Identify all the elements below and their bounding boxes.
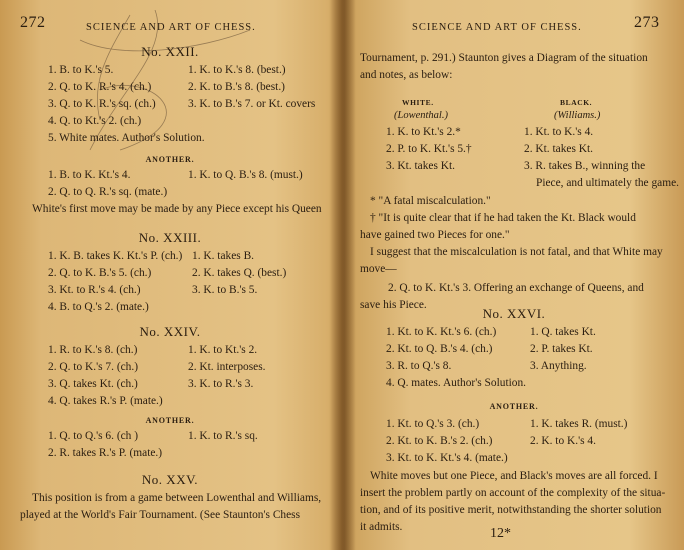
p22-alt-white-1: 1. B. to K. Kt.'s 4.	[48, 169, 131, 181]
p24-white-3: 3. Q. takes Kt. (ch.)	[48, 378, 138, 390]
page-number-left: 272	[20, 14, 46, 31]
p23-white-1: 1. K. B. takes K. Kt.'s P. (ch.)	[48, 250, 183, 262]
note-1: * "A fatal miscalculation."	[370, 195, 491, 207]
page-number-right: 273	[634, 14, 660, 31]
note-7: save his Piece.	[360, 299, 427, 311]
p26-black-3: 3. Anything.	[530, 360, 587, 372]
closing-line-3: tion, and of its positive merit, notwithstanding the shorter solution	[360, 504, 662, 516]
p23-black-1: 1. K. takes B.	[192, 250, 255, 262]
game-black-2: 2. Kt. takes Kt.	[524, 143, 593, 155]
p26-alt-black-1: 1. K. takes R. (must.)	[530, 418, 628, 430]
note-6: 2. Q. to K. Kt.'s 3. Offering an exchange of Queens, and	[388, 282, 644, 294]
p24-black-3: 3. K. to R.'s 3.	[188, 378, 254, 390]
p22-note: White's first move may be made by any Piece except his Queen	[32, 203, 322, 215]
p22-black-3: 3. K. to B.'s 7. or Kt. covers	[188, 98, 316, 110]
p22-white-4: 4. Q. to Kt.'s 2. (ch.)	[48, 115, 142, 127]
p24-white-2: 2. Q. to K.'s 7. (ch.)	[48, 361, 139, 373]
game-white-1: 1. K. to Kt.'s 2.*	[386, 126, 461, 138]
p22-alt-black-1: 1. K. to Q. B.'s 8. (must.)	[188, 169, 303, 181]
p23-white-4: 4. B. to Q.'s 2. (mate.)	[48, 301, 149, 313]
p24-alt-white-2: 2. R. takes R.'s P. (mate.)	[48, 447, 163, 459]
game-black-1: 1. Kt. to K.'s 4.	[524, 126, 594, 138]
problem-22-title: No. XXII.	[141, 44, 199, 59]
p22-white-3: 3. Q. to K. R.'s sq. (ch.)	[48, 98, 156, 110]
p26-white-1: 1. Kt. to K. Kt.'s 6. (ch.)	[386, 326, 497, 338]
intro-line-2: and notes, as below:	[360, 69, 453, 81]
p26-black-2: 2. P. takes Kt.	[530, 343, 593, 355]
closing-line-2: insert the problem partly on account of the complexity of the situa-	[360, 487, 666, 499]
p26-alt-white-1: 1. Kt. to Q.'s 3. (ch.)	[386, 418, 480, 430]
p24-black-2: 2. Kt. interposes.	[188, 361, 266, 373]
game-black-3: 3. R. takes B., winning the	[524, 160, 646, 172]
p25-line-1: This position is from a game between Lowenthal and Williams,	[32, 492, 322, 504]
p26-alt-white-2: 2. Kt. to K. B.'s 2. (ch.)	[386, 435, 493, 447]
p23-black-2: 2. K. takes Q. (best.)	[192, 267, 287, 279]
p22-black-1: 1. K. to K.'s 8. (best.)	[188, 64, 286, 76]
closing-line-4: it admits.	[360, 521, 403, 533]
p24-white-1: 1. R. to K.'s 8. (ch.)	[48, 344, 138, 356]
p22-black-2: 2. K. to B.'s 8. (best.)	[188, 81, 285, 93]
intro-line-1: Tournament, p. 291.) Staunton gives a Diagram of the situation	[360, 52, 648, 64]
problem-26-title: No. XXVI.	[482, 306, 546, 321]
note-5: move—	[360, 263, 397, 275]
p24-white-4: 4. Q. takes R.'s P. (mate.)	[48, 395, 163, 407]
white-player-name: (Lowenthal.)	[394, 110, 448, 121]
p23-white-2: 2. Q. to K. B.'s 5. (ch.)	[48, 267, 152, 279]
p24-alt-black-1: 1. K. to R.'s sq.	[188, 430, 258, 442]
closing-line-1: White moves but one Piece, and Black's moves are all forced. I	[370, 470, 658, 482]
white-column-head: WHITE.	[402, 98, 434, 107]
running-head-left: SCIENCE AND ART OF CHESS.	[86, 22, 256, 33]
p22-white-1: 1. B. to K.'s 5.	[48, 64, 114, 76]
p22-white-5: 5. White mates. Author's Solution.	[48, 132, 205, 144]
right-page	[344, 0, 684, 550]
signature-mark: 12*	[490, 526, 511, 541]
p26-another-label: ANOTHER.	[489, 402, 539, 411]
note-2: † "It is quite clear that if he had taken the Kt. Black would	[370, 212, 636, 224]
p22-another-label: ANOTHER.	[145, 155, 195, 164]
p25-line-2: played at the World's Fair Tournament. (See Staunton's Chess	[20, 509, 301, 521]
note-3: have gained two Pieces for one."	[360, 229, 510, 241]
black-player-name: (Williams.)	[554, 110, 601, 121]
game-black-3-cont: Piece, and ultimately the game.	[536, 177, 679, 189]
black-column-head: BLACK.	[560, 98, 593, 107]
p26-alt-black-2: 2. K. to K.'s 4.	[530, 435, 596, 447]
running-head-right: SCIENCE AND ART OF CHESS.	[412, 22, 582, 33]
game-white-3: 3. Kt. takes Kt.	[386, 160, 455, 172]
p26-alt-white-3: 3. Kt. to K. Kt.'s 4. (mate.)	[386, 452, 508, 464]
p26-white-3: 3. R. to Q.'s 8.	[386, 360, 452, 372]
p24-black-1: 1. K. to Kt.'s 2.	[188, 344, 258, 356]
note-4: I suggest that the miscalculation is not fatal, and that White may	[370, 246, 663, 258]
p26-white-4: 4. Q. mates. Author's Solution.	[386, 377, 527, 389]
p23-black-3: 3. K. to B.'s 5.	[192, 284, 258, 296]
p26-white-2: 2. Kt. to Q. B.'s 4. (ch.)	[386, 343, 493, 355]
p24-another-label: ANOTHER.	[145, 416, 195, 425]
problem-24-title: No. XXIV.	[139, 324, 201, 339]
left-page	[0, 0, 340, 550]
game-white-2: 2. P. to K. Kt.'s 5.†	[386, 143, 472, 155]
problem-23-title: No. XXIII.	[138, 230, 202, 245]
p26-black-1: 1. Q. takes Kt.	[530, 326, 596, 338]
p24-alt-white-1: 1. Q. to Q.'s 6. (ch )	[48, 430, 139, 442]
problem-25-title: No. XXV.	[141, 472, 199, 487]
p22-white-2: 2. Q. to K. R.'s 4. (ch.)	[48, 81, 152, 93]
p22-alt-white-2: 2. Q. to Q. R.'s sq. (mate.)	[48, 186, 168, 198]
p23-white-3: 3. Kt. to R.'s 4. (ch.)	[48, 284, 141, 296]
